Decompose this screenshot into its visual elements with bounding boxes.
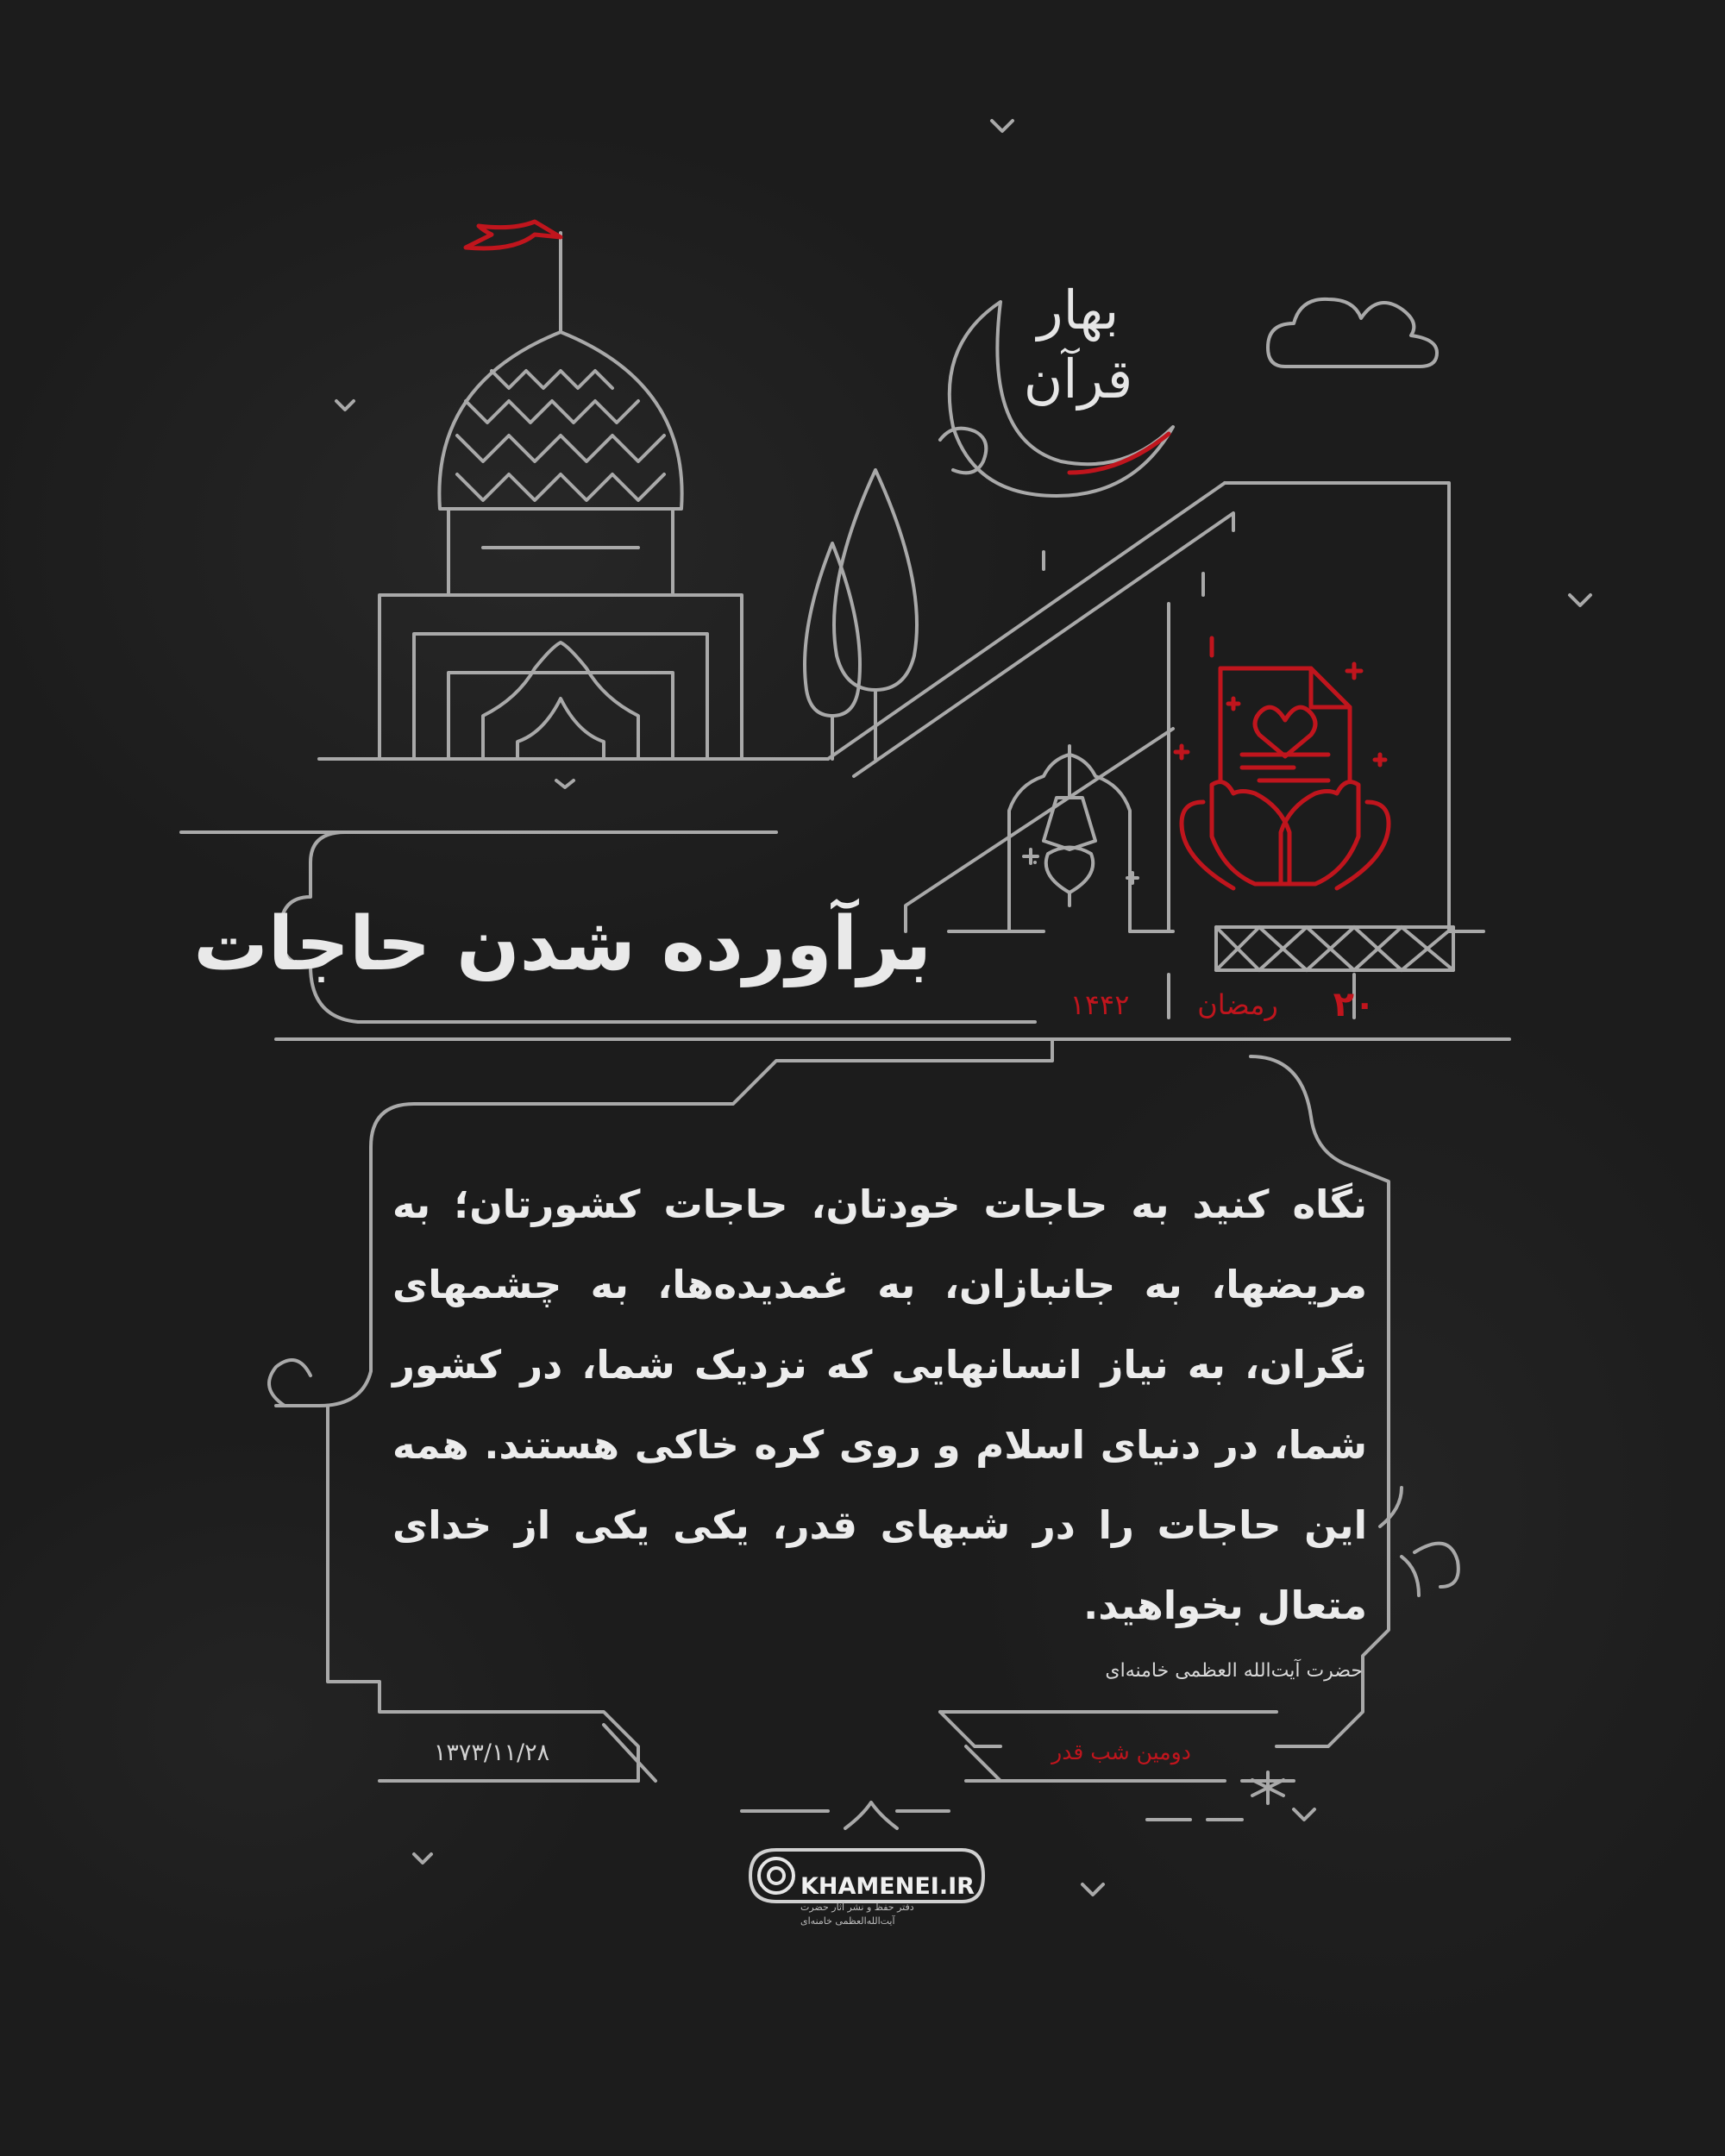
quote-text: نگاه کنید به حاجات خودتان، حاجات کشورتان؛ به مریضها، به جانبازان، به غمدیده‌ها، به چشمهای نگران، به نیاز انسانهایی که نزدیک شما، در کشور شما، در دنیای اسلام و روی کره خاکی هستند. همه این حاجات را در شبهای قدر، یکی یکی از خدای متعال بخواهید.: [392, 1181, 1367, 1628]
page-title: برآورده شدن حاجات: [193, 901, 932, 987]
date-month: رمضان: [1197, 988, 1278, 1021]
roof-lines: [828, 483, 1449, 931]
shrine-dome-icon: [439, 222, 681, 595]
praying-hands-request-icon: [1176, 638, 1389, 888]
shrine-base-icon: [181, 595, 828, 832]
cloud-icon: [1268, 299, 1437, 367]
lattice-base: [1216, 927, 1453, 970]
quote-author: حضرت آیت‌الله العظمی خامنه‌ای: [1105, 1660, 1363, 1682]
cypress-tree-icon: [805, 470, 917, 759]
site-logo-name: KHAMENEI.IR: [800, 1873, 975, 1900]
lantern-icon: [1009, 746, 1138, 931]
speech-date: ۱۳۷۳/۱۱/۲۸: [433, 1739, 550, 1766]
date-year: ۱۴۴۲: [1070, 988, 1130, 1021]
occasion-label: دومین شب قدر: [1051, 1739, 1191, 1764]
asterisk-icon: [1252, 1772, 1283, 1803]
site-logo-subtitle: دفتر حفظ و نشر آثار حضرت آیت‌الله‌العظمی خامنه‌ای: [800, 1902, 914, 1927]
date-day: ۲۰: [1333, 985, 1376, 1025]
brand-calligraphy: بهار قرآن: [1023, 279, 1133, 411]
